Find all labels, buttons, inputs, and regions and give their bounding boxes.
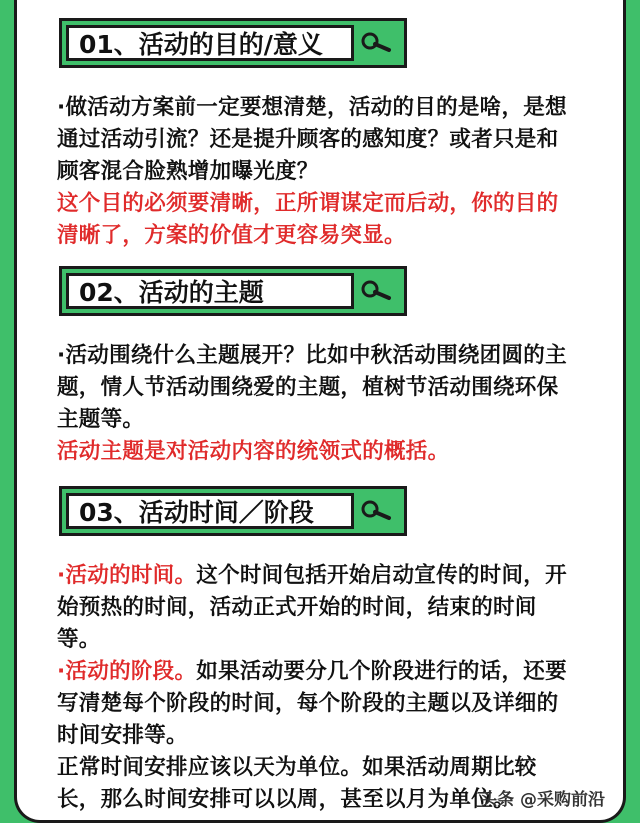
section-header-1 — [59, 18, 407, 68]
search-icon — [354, 278, 400, 304]
text-line: 题，情人节活动围绕爱的主题，植树节活动围绕环保 — [57, 375, 559, 400]
text-line — [57, 560, 627, 592]
text-span: 这个时间包括开始启动宣传的时间，开 — [196, 563, 567, 588]
section-header-2 — [59, 266, 407, 316]
text-line: 长，那么时间安排可以以周，甚至以月为单位。 — [57, 787, 515, 812]
search-icon — [354, 498, 400, 524]
highlight-line: 清晰了，方案的价值才更容易突显。 — [57, 223, 406, 248]
section-title-1: 01、活动的目的/意义 — [66, 25, 354, 61]
section-title-2: 02、活动的主题 — [66, 273, 354, 309]
highlight-line: 这个目的必须要清晰，正所谓谋定而后动，你的目的 — [57, 191, 559, 216]
search-icon — [354, 30, 400, 56]
text-line: 通过活动引流？还是提升顾客的感知度？或者只是和 — [57, 127, 559, 152]
text-line: 时间安排等。 — [57, 723, 188, 748]
text-line: 始预热的时间，活动正式开始的时间，结束的时间 — [57, 595, 537, 620]
text-span: 如果活动要分几个阶段进行的话，还要 — [196, 659, 567, 684]
section-title-3: 03、活动时间／阶段 — [66, 493, 354, 529]
text-line — [57, 656, 627, 688]
watermark: 头条 @采购前沿 — [480, 790, 605, 810]
highlight-label: ·活动的时间。 — [57, 563, 197, 588]
text-line: ·做活动方案前一定要想清楚，活动的目的是啥，是想 — [57, 95, 567, 120]
content-card — [14, 0, 626, 823]
section-header-3 — [59, 486, 407, 536]
text-line: 顾客混合脸熟增加曝光度？ — [57, 159, 319, 184]
text-line: 正常时间安排应该以天为单位。如果活动周期比较 — [57, 755, 537, 780]
highlight-line: 活动主题是对活动内容的统领式的概括。 — [57, 439, 450, 464]
text-line: 写清楚每个阶段的时间，每个阶段的主题以及详细的 — [57, 691, 559, 716]
section-body-3 — [57, 560, 627, 816]
text-line: 等。 — [57, 627, 101, 652]
section-body-1 — [57, 92, 627, 252]
text-line: ·活动围绕什么主题展开？比如中秋活动围绕团圆的主 — [57, 343, 567, 368]
section-body-2 — [57, 340, 627, 468]
text-line: 主题等。 — [57, 407, 145, 432]
highlight-label: ·活动的阶段。 — [57, 659, 197, 684]
